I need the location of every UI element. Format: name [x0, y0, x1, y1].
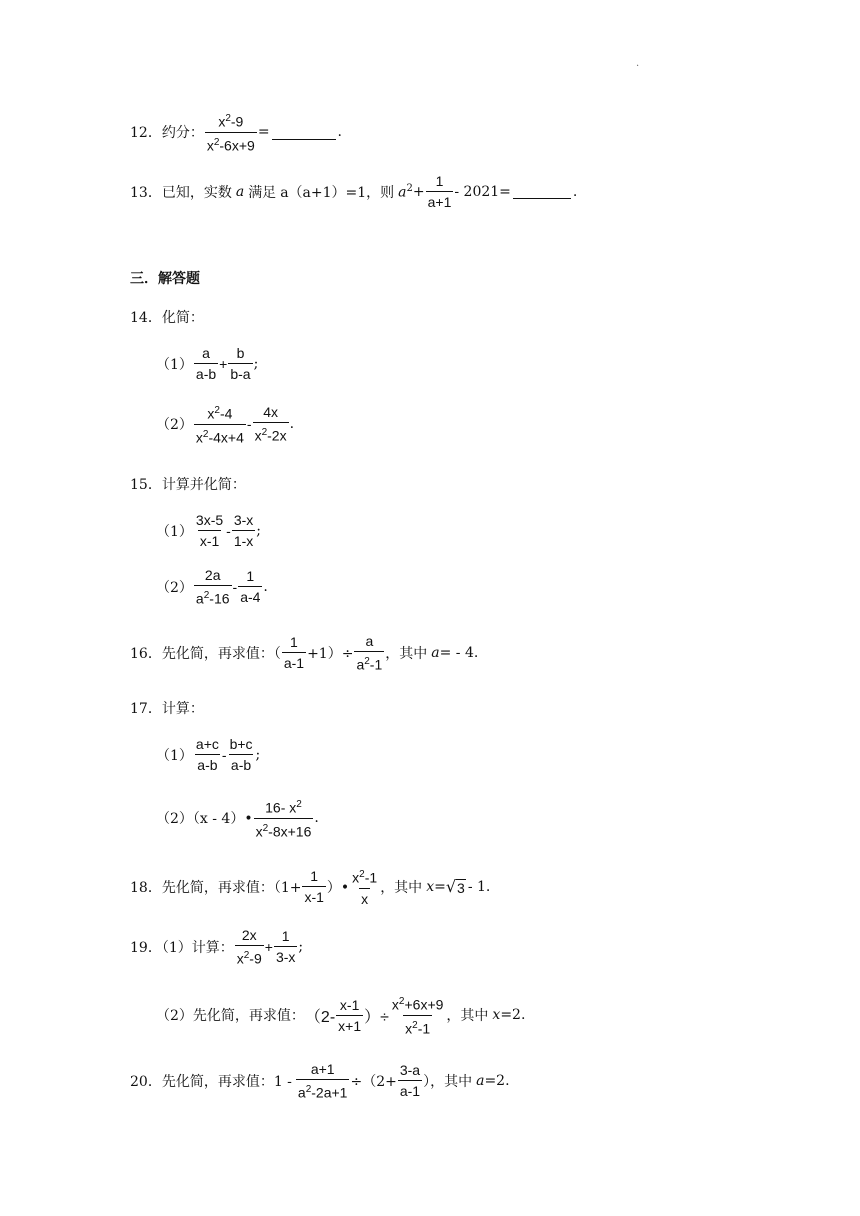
q20-f2-den: a-1	[398, 1080, 422, 1100]
q14-p2-f1-num-base: x	[207, 405, 215, 422]
q17-p1-frac2	[228, 735, 255, 774]
question-13	[130, 172, 577, 211]
q16-prefix: 16．先化简，再求值：（	[130, 645, 281, 662]
question-16	[130, 632, 478, 674]
q17-label: 17．计算：	[130, 701, 204, 717]
question-12	[130, 110, 342, 154]
q12-num-exp: 2	[225, 113, 231, 124]
q17-p2-den-base: x	[255, 823, 263, 840]
q17-p1-f1-den: a-b	[195, 754, 219, 774]
q20-prefix: 20．先化简，再求值：1 -	[130, 1073, 292, 1090]
q17-p1-op: -	[221, 746, 227, 763]
q19-p2-frac1	[336, 996, 363, 1035]
q14-p2-f1-den-rest: -4x+4	[208, 429, 244, 446]
q13-expr: a（a+1）=1，则	[280, 184, 395, 201]
question-17	[130, 698, 204, 718]
q15-p2-f2-den: a-4	[238, 586, 262, 606]
q20-frac2	[398, 1061, 422, 1100]
q16-f2-den-base: a	[356, 656, 365, 673]
q16-f1-den: a-1	[282, 652, 306, 672]
q14-p2-label: （2）	[156, 417, 193, 434]
q14-p2-frac2	[253, 403, 289, 445]
q14-p2-f2-den-rest: -2x	[267, 427, 287, 444]
q19-p1-frac2	[274, 927, 297, 966]
q16-f2-num: a	[365, 633, 374, 649]
q20-f1-den-exp: 2	[305, 1084, 312, 1095]
q17-p2-end: .	[314, 810, 319, 827]
q14-p2-f1-num-rest: -4	[219, 405, 233, 422]
question-20	[130, 1060, 510, 1102]
q19-p1-f2-den: 3-x	[274, 946, 297, 966]
q12-num-rest: -9	[230, 113, 244, 130]
q13-plus: +	[412, 183, 425, 200]
q13-var-a: a	[235, 183, 245, 200]
q14-p2-f1-num-exp: 2	[214, 405, 220, 416]
q19-p1-f1-num: 2x	[241, 927, 257, 943]
q16-f2-den-rest: -1	[369, 656, 383, 673]
q15-p2-op: -	[232, 578, 238, 595]
q15-p1-op: -	[226, 522, 231, 539]
q12-answer-blank[interactable]	[272, 125, 336, 140]
q17-p2-den-exp: 2	[262, 822, 269, 834]
q14-p1-f1-num: a	[202, 345, 210, 361]
q14-p2-f2-den-exp: 2	[261, 427, 268, 439]
q20-frac1	[296, 1060, 350, 1102]
q14-p2-frac1	[194, 402, 246, 446]
q15-p2-end: .	[263, 578, 268, 595]
q18-sqrt	[446, 877, 466, 896]
q13-a2-exp: 2	[406, 182, 413, 194]
q13-answer-blank[interactable]	[513, 184, 571, 199]
q19-p2-f1-num: x-1	[339, 996, 360, 1013]
q15-p1-f1-num: 3x-5	[195, 512, 224, 528]
q16-mid: +1）÷	[307, 645, 354, 662]
q15-p1-end: ;	[256, 522, 261, 539]
q20-value: =2.	[484, 1072, 510, 1089]
q15-p1-frac1	[194, 511, 225, 550]
q14-label: 14．化简：	[130, 310, 204, 326]
q15-p2-f1-num: 2a	[204, 567, 221, 583]
q14-p1-label: （1）	[156, 356, 193, 373]
q20-f1-den-rest: -2a+1	[311, 1084, 348, 1101]
q17-p1-f2-den: a-b	[229, 754, 253, 774]
q19-p2-open: （2-	[304, 1008, 336, 1026]
q17-p1-frac1	[194, 735, 221, 774]
q16-f1-num: 1	[290, 634, 298, 651]
sqrt-symbol-icon: √	[445, 877, 457, 897]
q14-p2-f1-den-base: x	[195, 429, 203, 446]
q19-p2-f2-den-rest: -1	[417, 1020, 431, 1037]
q16-value: = - 4.	[439, 644, 479, 661]
q14-p1-op: +	[219, 355, 228, 372]
q15-part-1	[156, 511, 261, 550]
section-title-text: 三．解答题	[130, 271, 200, 287]
q18-after: - 1.	[467, 878, 491, 895]
q15-p2-label: （2）	[156, 579, 193, 596]
q16-frac2	[354, 632, 384, 674]
q19-p2-close: ）÷	[364, 1008, 389, 1026]
q18-f2-num-base: x	[352, 869, 360, 886]
q14-p1-frac2	[228, 344, 252, 383]
section-title	[130, 268, 200, 288]
q14-p2-end: .	[289, 416, 295, 433]
q18-f1-num: 1	[310, 868, 319, 885]
q15-p2-f2-num: 1	[246, 568, 255, 585]
q14-p1-f1-den: a-b	[194, 363, 218, 383]
q18-mid: ）•	[326, 879, 350, 896]
q20-f1-den-base: a	[297, 1084, 306, 1101]
q18-f2-num-rest: -1	[364, 869, 378, 886]
q19-p1-frac1	[235, 926, 264, 968]
q14-p2-op: -	[246, 416, 252, 433]
q13-end: .	[572, 183, 578, 200]
q19-p2-label: （2）先化简，再求值：	[156, 1008, 305, 1025]
q18-radicand: 3	[457, 880, 465, 897]
q12-den-exp: 2	[213, 136, 220, 148]
q14-p1-end: ;	[253, 355, 259, 372]
q13-frac-den: a+1	[426, 191, 454, 211]
question-19-part-1	[130, 926, 303, 968]
q15-p2-f1-den-rest: -16	[209, 590, 230, 607]
q15-p1-f2-den: 1-x	[232, 530, 255, 550]
q19-p2-f2-num-exp: 2	[398, 996, 405, 1007]
q19-p2-f1-den: x+1	[336, 1015, 363, 1035]
q19-p1-f1-den-exp: 2	[243, 950, 250, 961]
q16-tail: ，其中	[385, 645, 428, 662]
q14-p2-f2-den-base: x	[254, 427, 262, 444]
q17-p1-f1-num: a+c	[195, 736, 219, 752]
q14-p1-f2-num: b	[236, 345, 245, 361]
q14-p1-frac1	[194, 344, 218, 383]
q12-fraction	[205, 110, 257, 154]
q15-p2-frac1	[194, 566, 232, 608]
q15-label: 15．计算并化简：	[130, 477, 246, 493]
q15-p2-frac2	[238, 567, 262, 606]
q13-text1: 满足	[248, 184, 277, 201]
q17-p2-num-exp: 2	[296, 799, 302, 810]
q14-p1-f2-den: b-a	[228, 363, 252, 383]
q20-mid: ÷（2+	[350, 1073, 397, 1090]
q17-p2-frac	[254, 796, 314, 840]
q13-tail: - 2021=	[454, 183, 511, 200]
q18-f2-num-exp: 2	[359, 869, 365, 880]
q16-var: a	[431, 644, 440, 661]
q14-p2-f1-den-exp: 2	[202, 428, 209, 440]
q17-p2-label: （2）（x - 4）•	[156, 811, 253, 828]
q12-num-base: x	[218, 113, 226, 130]
q19-p2-tail: ，其中	[446, 1008, 489, 1025]
q19-p2-f2-num-rest: +6x+9	[404, 996, 444, 1013]
q18-f2-den: x	[359, 888, 370, 908]
q18-frac2	[350, 866, 379, 908]
q14-part-2	[156, 402, 294, 446]
q19-p1-f1-den-base: x	[236, 950, 244, 967]
q16-f2-den-exp: 2	[364, 656, 370, 667]
q19-p1-end: ;	[298, 938, 304, 955]
q12-prefix: 12．约分：	[130, 125, 204, 142]
q15-p1-frac2	[232, 511, 255, 550]
q17-part-1	[156, 735, 260, 774]
q19-p1-op: +	[264, 938, 273, 955]
q20-f2-num: 3-a	[399, 1062, 421, 1079]
q14-part-1	[156, 344, 258, 383]
q12-den-rest: -6x+9	[219, 137, 255, 154]
page-marker: .	[636, 58, 640, 69]
q16-frac1	[282, 633, 306, 672]
q13-frac-num: 1	[435, 173, 444, 189]
q17-p1-f2-num: b+c	[229, 736, 253, 752]
question-19-part-2	[156, 993, 525, 1037]
q13-fraction	[426, 172, 454, 211]
q18-eq: =	[434, 878, 446, 895]
q14-p2-f2-num: 4x	[263, 404, 278, 421]
q20-close: ），其中	[423, 1073, 473, 1090]
q15-p1-f2-num: 3-x	[233, 512, 254, 528]
q17-p2-num-pre: 16- x	[265, 799, 297, 816]
q19-p1-f1-den-rest: -9	[249, 950, 262, 967]
question-14	[130, 307, 204, 327]
q18-prefix: 18．先化简，再求值：（1+	[130, 879, 302, 896]
q19-p2-f2-den-exp: 2	[412, 1019, 418, 1031]
question-18	[130, 866, 490, 908]
q18-tail: ，其中	[380, 879, 423, 896]
q15-p2-f1-den-exp: 2	[203, 590, 210, 601]
q17-p1-label: （1）	[156, 747, 193, 764]
q18-frac1	[302, 867, 325, 906]
q17-p1-end: ;	[255, 746, 261, 763]
q15-p1-label: （1）	[156, 523, 193, 540]
q13-a2-base: a	[398, 184, 407, 201]
q17-p2-den-rest: -8x+16	[268, 823, 312, 840]
question-15	[130, 474, 246, 494]
q19-p2-f2-num-base: x	[391, 996, 399, 1013]
q17-part-2	[156, 796, 319, 840]
q12-den-base: x	[206, 137, 214, 154]
q19-p2-var: x	[492, 1007, 501, 1024]
q19-p2-f2-den-base: x	[405, 1020, 413, 1037]
q19-p1-label: 19．（1）计算：	[130, 939, 234, 956]
q15-p2-f1-den-base: a	[195, 590, 204, 607]
q18-f1-den: x-1	[302, 886, 325, 906]
q12-equals: =	[257, 124, 270, 141]
q12-end: .	[337, 124, 342, 141]
q13-prefix: 13．已知，实数	[130, 184, 232, 201]
q19-p1-f2-num: 1	[281, 928, 290, 945]
q15-p1-f1-den: x-1	[198, 530, 221, 550]
q15-part-2	[156, 566, 268, 608]
q19-p2-frac2	[390, 993, 446, 1037]
q18-var: x	[426, 878, 435, 895]
q20-var: a	[476, 1072, 485, 1089]
q19-p2-value: =2.	[500, 1007, 526, 1024]
q20-f1-num: a+1	[310, 1061, 335, 1077]
